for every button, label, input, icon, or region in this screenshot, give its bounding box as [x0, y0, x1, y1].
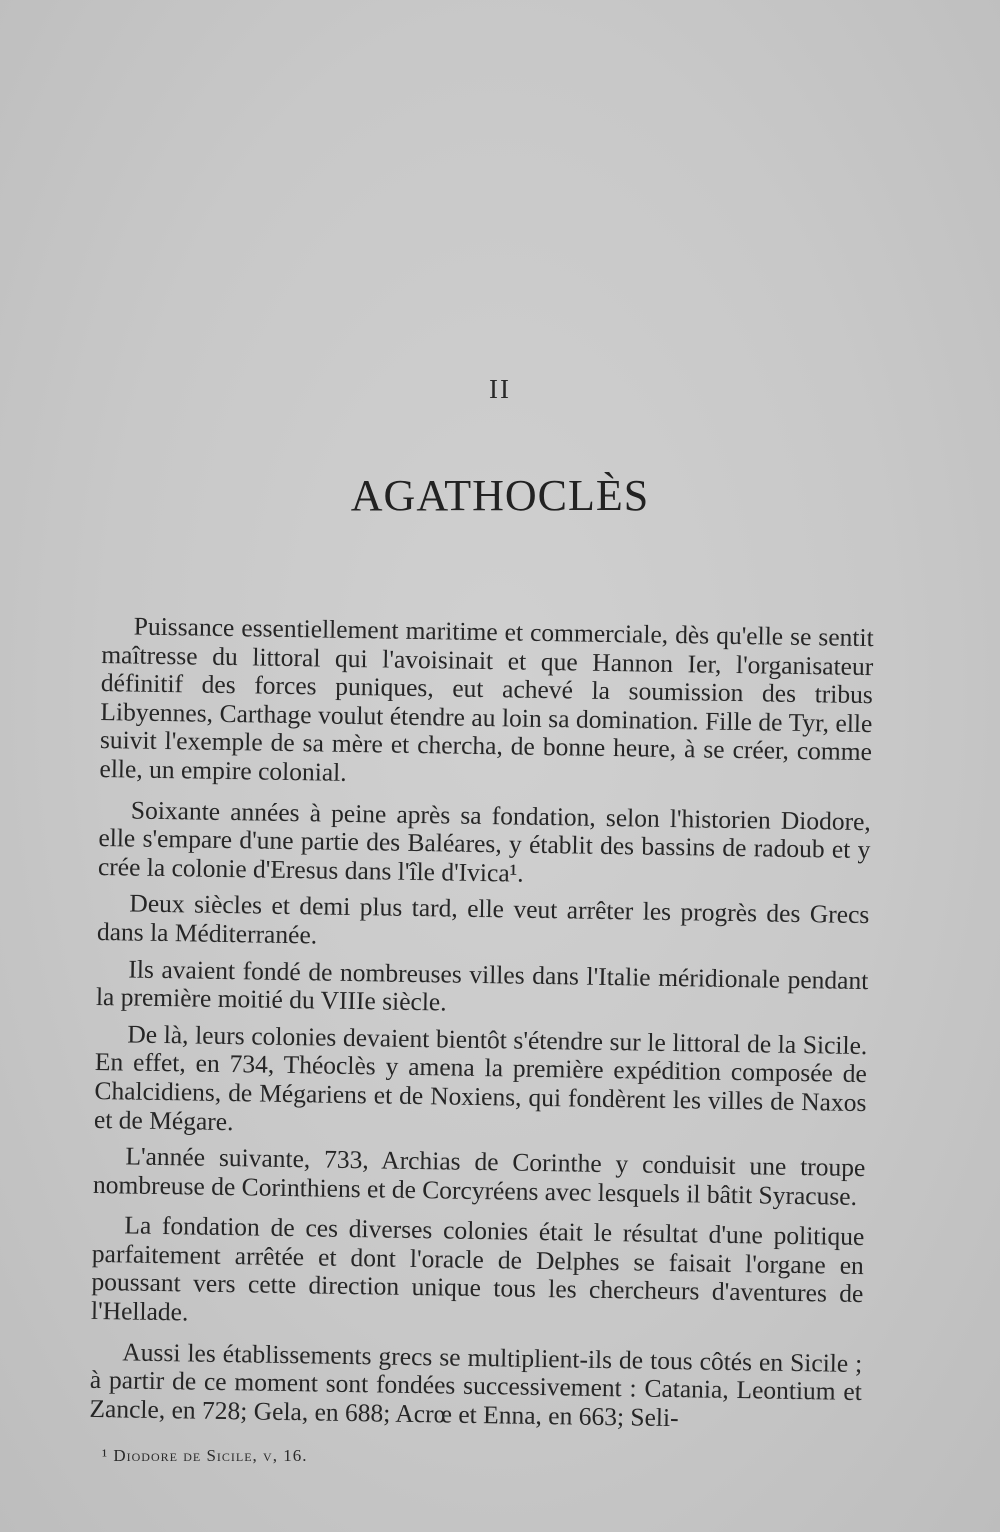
- paragraph: Aussi les établissements grecs se multiplient-ils de tous côtés en Sicile ; à partir de ce moment sont fondées successivement : Catania, Leontium et Zancle, en 728; Gela, en 688; Acrœ et Enna, en 663; Seli-: [89, 1337, 863, 1432]
- paragraph: La fondation de ces diverses colonies était le résultat d'une politique parfaitement arrêtée et dont l'oracle de Delphes se faisait l'organe en poussant vers cette direction unique tous les chercheurs d'aventures de l'Hellade.: [90, 1210, 865, 1327]
- paragraph: Ils avaient fondé de nombreuses villes dans l'Italie méridionale pendant la première moitié du VIIIe siècle.: [95, 953, 869, 1017]
- paragraph: Puissance essentiellement maritime et commerciale, dès qu'elle se sentit maîtresse du littoral qui l'avoisinait et que Hannon Ier, l'organisateur définitif des forces puniques, eut achevé la soumission des tribus Libyennes, Carthage voulut étendre au loin sa domination. Fille de Tyr, elle suivit l'exemple de sa mère et chercha, de bonne heure, à se créer, comme elle, un empire colonial.: [99, 611, 874, 787]
- paragraph: Deux siècles et demi plus tard, elle veut arrêter les progrès des Grecs dans la Méditerranée.: [96, 888, 870, 950]
- chapter-number: II: [489, 374, 511, 404]
- footnote: ¹ Diodore de Sicile, v, 16.: [102, 1446, 308, 1465]
- chapter-title: AGATHOCLÈS: [350, 471, 650, 520]
- paragraph: L'année suivante, 733, Archias de Corinthe y conduisit une troupe nombreuse de Corinthiens et de Corcyréens avec lesquels il bâtit Syracuse.: [92, 1141, 866, 1211]
- paragraph: Soixante années à peine après sa fondation, selon l'historien Diodore, elle s'empare d'une partie des Baléares, y établit des bassins de radoub et y crée la colonie d'Eresus dans l'île d'Ivica¹.: [97, 795, 872, 888]
- paragraph: De là, leurs colonies devaient bientôt s'étendre sur le littoral de la Sicile. En effet, en 734, Théoclès y amena la première expédition composée de Chalcidiens, de Mégariens et de Noxiens, qui fondèrent les villes de Naxos et de Mégare.: [93, 1019, 868, 1136]
- chapter-body: [89, 612, 874, 1447]
